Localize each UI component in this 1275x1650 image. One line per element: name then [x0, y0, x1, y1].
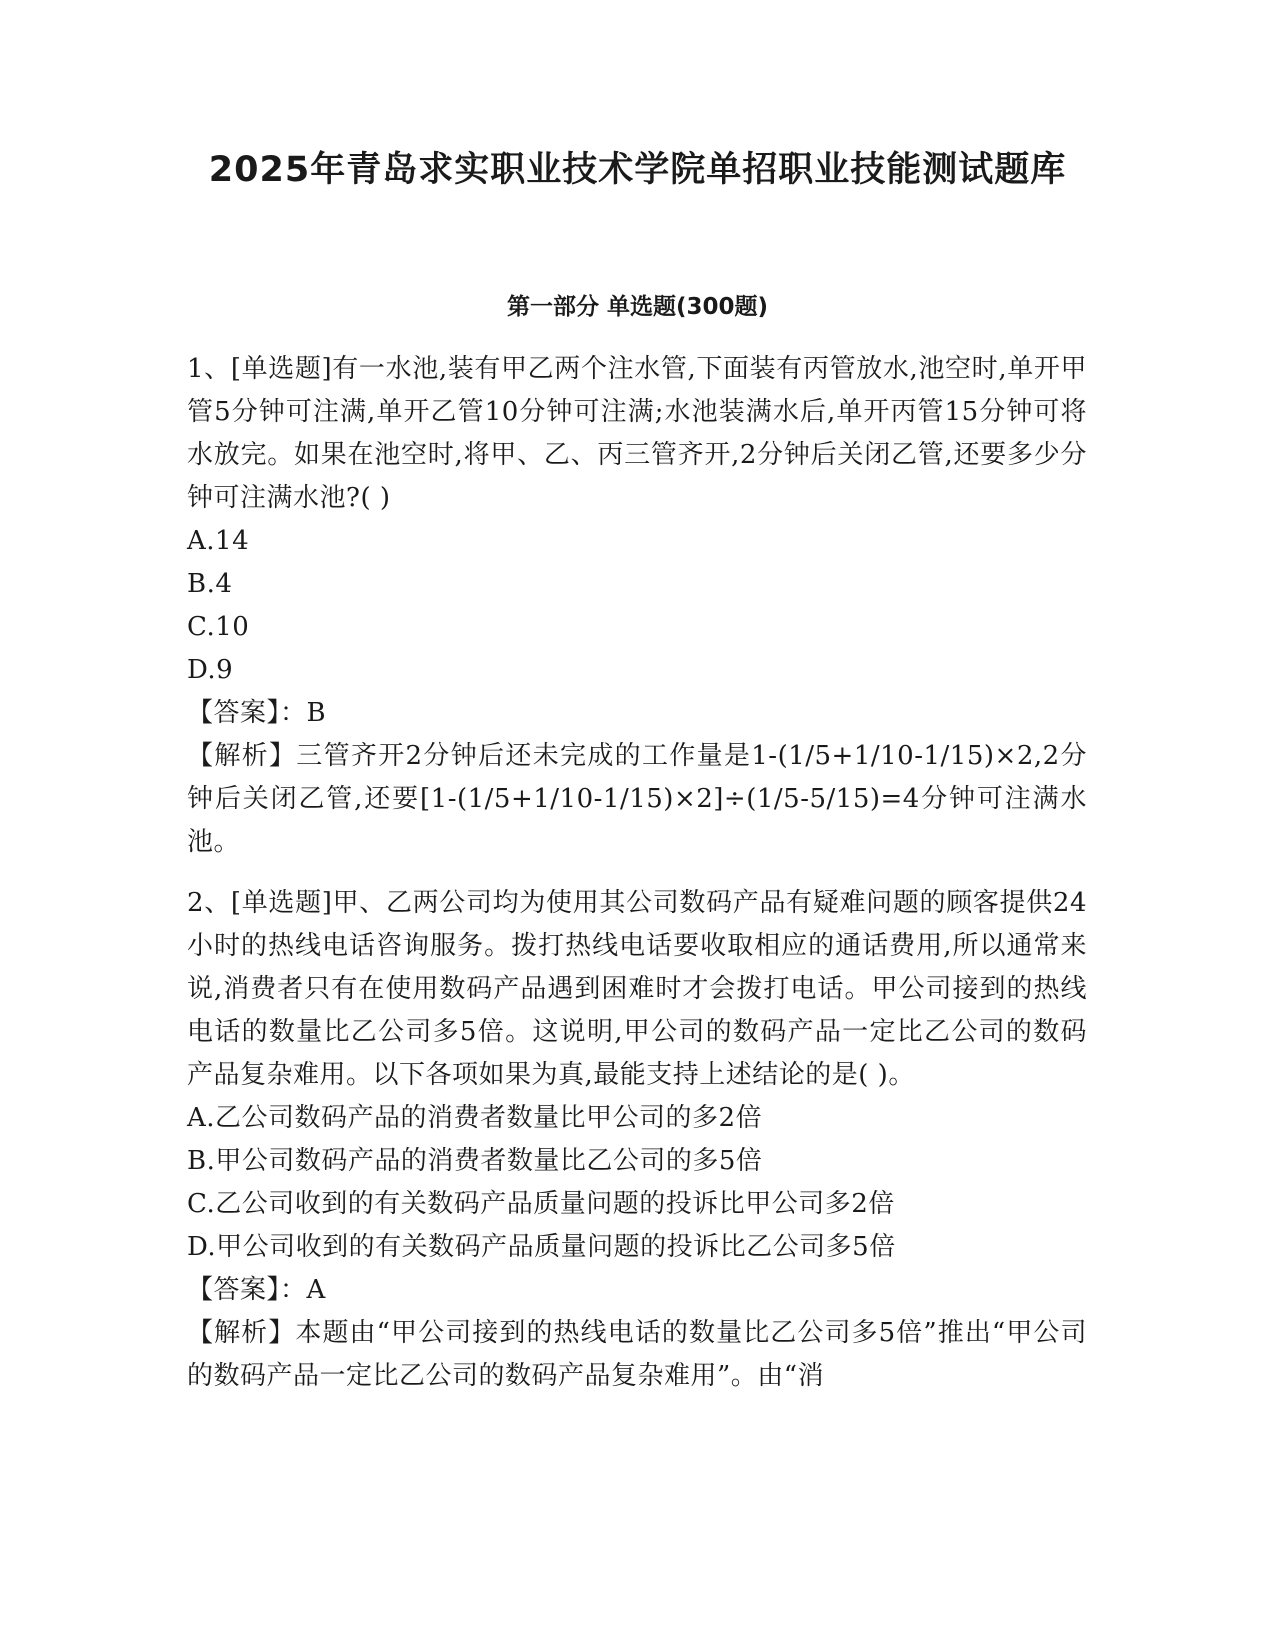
option-d: D.甲公司收到的有关数码产品质量问题的投诉比乙公司多5倍: [187, 1232, 896, 1262]
option-d: D.9: [187, 655, 234, 685]
option-b: B.甲公司数码产品的消费者数量比乙公司的多5倍: [187, 1146, 763, 1176]
document-title: 2025年青岛求实职业技术学院单招职业技能测试题库: [208, 150, 1067, 190]
question-1: [187, 348, 1087, 864]
analysis: 【解析】三管齐开2分钟后还未完成的工作量是1-(1/5+1/10-1/15)×2,2分钟后关闭乙管,还要[1-(1/5+1/10-1/15)×2]÷(1/5-5/15)=4分钟可注满水池。: [187, 741, 1087, 857]
question-stem: 1、[单选题]有一水池,装有甲乙两个注水管,下面装有丙管放水,池空时,单开甲管5分钟可注满,单开乙管10分钟可注满;水池装满水后,单开丙管15分钟可将水放完。如果在池空时,将甲、乙、丙三管齐开,2分钟后关闭乙管,还要多少分钟可注满水池?( ): [187, 354, 1087, 513]
question-stem: 2、[单选题]甲、乙两公司均为使用其公司数码产品有疑难问题的顾客提供24小时的热线电话咨询服务。拨打热线电话要收取相应的通话费用,所以通常来说,消费者只有在使用数码产品遇到困难时才会拨打电话。甲公司接到的热线电话的数量比乙公司多5倍。这说明,甲公司的数码产品一定比乙公司的数码产品复杂难用。以下各项如果为真,最能支持上述结论的是( )。: [187, 888, 1088, 1090]
answer: 【答案】：A: [187, 1275, 326, 1305]
question-2: [187, 882, 1087, 1398]
analysis: 【解析】本题由“甲公司接到的热线电话的数量比乙公司多5倍”推出“甲公司的数码产品一定比乙公司的数码产品复杂难用”。由“消: [187, 1318, 1087, 1391]
option-c: C.10: [187, 612, 250, 642]
question-list: [187, 348, 1087, 1416]
option-b: B.4: [187, 569, 233, 599]
option-a: A.乙公司数码产品的消费者数量比甲公司的多2倍: [187, 1103, 763, 1133]
option-c: C.乙公司收到的有关数码产品质量问题的投诉比甲公司多2倍: [187, 1189, 895, 1219]
option-a: A.14: [187, 526, 250, 556]
section-title: 第一部分 单选题(300题): [506, 294, 769, 320]
answer: 【答案】：B: [187, 698, 327, 728]
